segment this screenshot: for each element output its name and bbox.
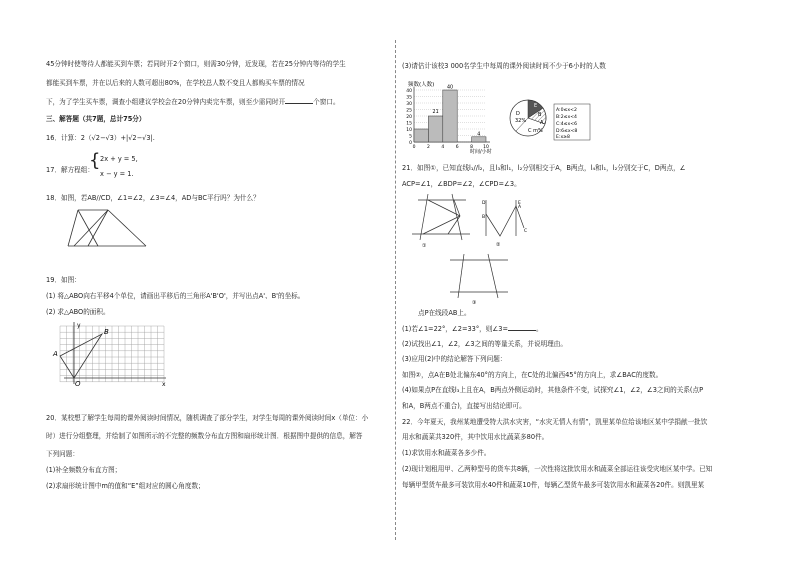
histogram-bar-label: 21 — [432, 110, 439, 116]
intro-line-2: 都能买到车票，并在以后来的人数可超出80%，在学校总人数不变且人都购买车票的情况 — [46, 79, 305, 87]
q21-answer-blank — [508, 324, 536, 331]
pie-label-c: C m% — [528, 128, 543, 134]
histogram-bar — [428, 116, 442, 142]
histogram-y-tick: 40 — [406, 88, 412, 94]
y-axis-label: y — [77, 322, 81, 329]
q21-part-4-line-1: (4)如果点P在直线l₃上且在A，B两点外侧运动时，其他条件不变，试探究∠1，∠2，∠3之间的关系(点P — [402, 386, 704, 394]
frequency-histogram — [402, 80, 502, 154]
q21-line-2: ACP=∠1，∠BDP=∠2，∠CPD=∠3。 — [402, 180, 521, 188]
equation-brace: { — [89, 150, 101, 171]
q20-line-2: 时）进行分组整理，并绘制了如图所示的不完整的频数分布直方图和扇形统计图．根据图中提供的信息，解答 — [46, 432, 363, 440]
histogram-y-tick: 10 — [406, 127, 412, 133]
q20-part-3: (3)请估计该校3 000名学生中每周的课外阅读时间不少于6小时的人数 — [402, 62, 606, 70]
origin-label: O — [75, 380, 81, 388]
histogram-y-label: 频数(人数) — [408, 82, 435, 88]
histogram-y-tick: 5 — [409, 134, 412, 140]
svg-text:D: D — [482, 201, 486, 206]
histogram-x-tick: 10 — [483, 145, 489, 150]
svg-text:C: C — [524, 229, 528, 234]
question-16: 16．计算：2（√2−√3）+|√2−√3|. — [46, 134, 155, 142]
q20-part-2: (2)求扇形统计图中m的值和“E”组对应的圆心角度数； — [46, 482, 205, 490]
pie-label-d: D — [516, 111, 520, 117]
question-19-title: 19．如图： — [46, 276, 81, 284]
histogram-bar — [472, 137, 486, 142]
histogram-x-tick: 2 — [426, 145, 430, 150]
histogram-y-tick: 35 — [406, 95, 412, 101]
q21-part-3: (3)应用(2)中的结论解答下列问题： — [402, 355, 507, 363]
q22-line-1: 22．今年夏天，我州某地遭受特大洪水灾害，“水灾无情人有情”，凯里某单位给该地区某中学捐献一批饮 — [402, 418, 708, 426]
legend-c: C:4≤x<6 — [556, 122, 578, 127]
q19-coordinate-grid — [50, 318, 170, 390]
pie-label-b: B — [538, 112, 542, 118]
q21-part-2: (2)试找出∠1，∠2，∠3之间的等量关系，并说明理由。 — [402, 340, 567, 348]
q22-part-1: (1)求饮用水和蔬菜各多少件。 — [402, 449, 491, 457]
figure-2-label: ② — [496, 242, 501, 248]
q22-line-2: 用水和蔬菜共320件，其中饮用水比蔬菜多80件。 — [402, 433, 549, 441]
pie-chart — [502, 96, 592, 146]
q21-point-note: 点P在线段AB上。 — [418, 309, 471, 317]
question-18: 18．如图，若AB//CD，∠1=∠2，∠3=∠4，AD与BC平行吗？为什么？ — [46, 194, 260, 202]
figure-3-label: ③ — [472, 300, 477, 306]
legend-b: B:2≤x<4 — [556, 115, 577, 120]
q17-equation-1: 2x + y = 5, — [100, 155, 138, 163]
question-17-label: 17．解方程组： — [46, 166, 94, 174]
column-divider — [395, 40, 396, 540]
x-axis-label: x — [162, 381, 166, 388]
q20-line-1: 20．某校想了解学生每周的课外阅读时间情况，随机调查了部分学生，对学生每周的课外阅读时间x（单位：小 — [46, 414, 369, 422]
pie-label-a: A — [540, 120, 544, 126]
legend-a: A:0≤x<2 — [556, 108, 577, 113]
q21-part-3-detail: 如图②，点A在B处北偏东40°的方向上，在C处的北偏西45°的方向上，求∠BAC的度数。 — [402, 371, 663, 379]
q21-part-1 — [402, 324, 543, 334]
histogram-x-tick: 0 — [412, 145, 416, 150]
q21-figure-2 — [480, 196, 530, 248]
q21-figure-3 — [446, 250, 512, 306]
q22-part-2-line-1: (2)现计划租用甲、乙两种型号的货车共8辆，一次性将这批饮用水和蔬菜全部运往该受灾地区某中学。已知 — [402, 465, 713, 473]
intro-line-3 — [46, 97, 340, 107]
svg-text:A: A — [518, 205, 522, 210]
histogram-y-tick: 20 — [406, 114, 412, 120]
section-3-heading: 三、解答题（共7题，总计75分） — [46, 115, 146, 123]
q20-part-1: (1)补全频数分布直方图； — [46, 466, 122, 474]
q21-part-1-a: (1)若∠1=22°，∠2=33°，则∠3= — [402, 325, 508, 333]
histogram-x-tick: 8 — [470, 145, 474, 150]
point-b-label: B — [104, 328, 109, 336]
q20-line-3: 下列问题： — [46, 450, 79, 458]
histogram-x-tick: 4 — [441, 145, 445, 150]
q19-part-1: (1) 将△ABO向右平移4个单位，请画出平移后的三角形A'B'O'，并写出点A'、B'的坐标。 — [46, 292, 305, 300]
intro-line-3-b: 个窗口。 — [313, 98, 340, 106]
q19-part-2: (2) 求△ABO的面积。 — [46, 308, 110, 316]
point-a-label: A — [53, 350, 58, 358]
histogram-y-tick: 25 — [406, 108, 412, 114]
histogram-bar — [414, 129, 428, 142]
histogram-bar-label: 40 — [446, 85, 454, 91]
answer-blank — [285, 97, 313, 104]
intro-line-3-a: 下，为了学生买车票，调查小组建议学校会在20分钟内卖完车票，则至少需同时开 — [46, 98, 286, 106]
pie-label-e: E — [534, 103, 538, 109]
histogram-y-tick: 15 — [406, 121, 412, 127]
figure-1-label: ① — [422, 243, 427, 249]
legend-d: D:6≤x<8 — [556, 129, 578, 134]
svg-text:E: E — [518, 201, 521, 206]
intro-line-1: 45分钟时使等待人都能买到车票；若同时开2个窗口，则需30分钟，近发现，若在25分钟内等待的学生 — [46, 60, 346, 68]
legend-e: E:x≥8 — [556, 135, 570, 140]
histogram-bar — [443, 90, 457, 142]
q21-part-4-line-2: 和A，B两点不重合)，直接写出结论即可。 — [402, 402, 526, 410]
q21-line-1: 21．如图①，已知直线l₁//l₂，且l₃和l₁，l₂分别相交于A，B两点，l₄和l₁，l₂分别交于C，D两点，∠ — [402, 164, 686, 172]
histogram-y-tick: 30 — [406, 101, 412, 107]
histogram-x-tick: 6 — [455, 145, 459, 150]
q18-figure — [64, 204, 154, 254]
q21-part-1-b: 。 — [535, 325, 543, 333]
histogram-bar-label: 4 — [477, 132, 481, 138]
q21-figure-1 — [408, 190, 474, 250]
histogram-y-tick: 0 — [409, 140, 412, 146]
q22-part-2-line-2: 每辆甲型货车最多可装饮用水40件和蔬菜10件，每辆乙型货车最多可装饮用水和蔬菜各20件。则凯里某 — [402, 481, 705, 489]
pie-label-d-pct: 32% — [515, 118, 527, 124]
q17-equation-2: x − y = 1. — [100, 170, 134, 178]
histogram-x-label: 时间/小时 — [470, 149, 492, 154]
svg-text:B: B — [482, 215, 486, 220]
